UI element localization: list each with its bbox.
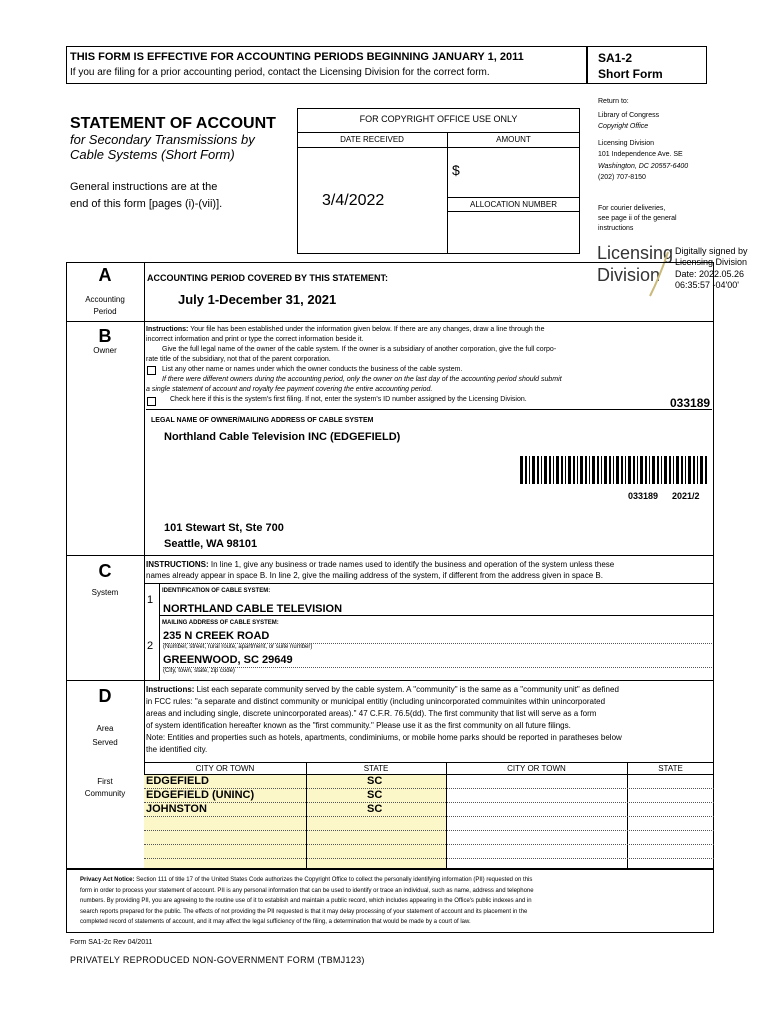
barcode-bar: [537, 456, 539, 484]
mailing-city: GREENWOOD, SC 29649: [163, 654, 293, 666]
effective-notice: THIS FORM IS EFFECTIVE FOR ACCOUNTING PERIODS BEGINNING JANUARY 1, 2011: [70, 51, 524, 63]
sig-line-1: Digitally signed by: [675, 246, 748, 256]
space-b-letter: B: [98, 326, 112, 346]
barcode-bar: [628, 456, 631, 484]
space-c-instr-1: In line 1, give any business or trade names used to identify the business and operation of the system unless these: [208, 560, 615, 569]
barcode-bar: [673, 456, 674, 484]
space-d-label: [66, 722, 144, 751]
space-d-instructions: [146, 684, 712, 756]
return-to-line-1: Library of Congress: [598, 112, 660, 119]
office-use-divider: [297, 132, 580, 133]
space-c-label: System: [91, 588, 119, 597]
private-reproduction-notice: PRIVATELY REPRODUCED NON-GOVERNMENT FORM (TBMJ123): [70, 955, 365, 965]
col-city-header: CITY OR TOWN: [195, 764, 255, 773]
space-c-letter: C: [98, 561, 112, 581]
system-id-number: 033189: [670, 396, 711, 410]
barcode-bar: [525, 456, 527, 484]
barcode-system-id: 033189: [628, 491, 659, 501]
sig-line-4: 06:35:57 -04'00': [675, 279, 739, 290]
privacy-line-5: completed record of statements of account, and it may affect the legal sufficiency of the filing, a determination that would be made by a court of law.: [80, 919, 471, 925]
space-d-note-1: Note: Entities and properties such as hotels, apartments, condiminiums, or mobile home parks should be reported in paratheses below: [146, 733, 622, 742]
amount-label: AMOUNT: [496, 135, 531, 144]
general-instructions-2: end of this form [pages (i)-(vii)].: [70, 198, 223, 210]
barcode-bar: [604, 456, 607, 484]
office-use-divider-2: [297, 147, 580, 148]
statement-subtitle-1: for Secondary Transmissions by: [70, 132, 255, 147]
barcode-bar: [541, 456, 542, 484]
space-c-num-divider: [159, 583, 160, 680]
line-1-number: 1: [147, 594, 154, 606]
space-b-label: Owner: [93, 346, 117, 355]
space-c-bottom: [66, 680, 714, 681]
accounting-period-heading: ACCOUNTING PERIOD COVERED BY THIS STATEMENT:: [147, 273, 389, 283]
prior-period-notice: If you are filing for a prior accounting period, contact the Licensing Division for the correct form.: [70, 67, 490, 78]
space-d-instr-3: areas and including single, discrete unincorporated areas)." 47 C.F.R. 76.5(dd). The first community that list will serve as a form: [146, 709, 597, 718]
barcode-bar: [669, 456, 671, 484]
barcode-bar: [621, 456, 623, 484]
statement-subtitle-2: Cable Systems (Short Form): [70, 147, 235, 162]
space-d-instr-2: in FCC rules: "a separate and distinct community or municipal entitiy (including unincorporated commuinites within unincorporated: [146, 697, 606, 706]
barcode-bar: [601, 456, 602, 484]
privacy-line-3: numbers. By providing PII, you are agreeing to the routine use of it to establish and maintain a public record, which includes appearing in the Office's public indexes and in: [80, 898, 532, 904]
courier-line-1: For courier deliveries,: [598, 205, 666, 212]
space-d-label-2: Served: [92, 738, 118, 748]
row-line-5: [144, 844, 714, 845]
barcode-bar: [700, 456, 703, 484]
owner-change-checkbox[interactable]: [147, 366, 156, 375]
space-d-letter: D: [98, 686, 112, 706]
space-b-instr-3: Give the full legal name of the owner of the cable system. If the owner is a subsidiary of another corporation, give the full corpo-: [162, 346, 557, 353]
barcode-bar: [649, 456, 650, 484]
privacy-notice: [80, 875, 710, 928]
space-a-letter: A: [98, 265, 112, 285]
barcode-bar: [585, 456, 587, 484]
line-2-number: 2: [147, 640, 154, 652]
barcode-bar: [597, 456, 599, 484]
barcode-bar: [657, 456, 659, 484]
space-b-instr-6: If there were different owners during the accounting period, only the owner on the last day of the accounting period should submit: [162, 376, 562, 383]
statement-title: STATEMENT OF ACCOUNT: [70, 115, 276, 132]
barcode-bar: [705, 456, 707, 484]
barcode-bar: [640, 456, 643, 484]
privacy-bold: Privacy Act Notice:: [80, 877, 135, 883]
logo-line-2: Division: [597, 265, 661, 285]
barcode-graphic: [520, 456, 708, 484]
table-top: [144, 762, 714, 763]
space-a-label-2: Period: [93, 307, 117, 316]
space-c-instr-2: names already appear in space B. In line 2, give the mailing address of the system, if different from the address given in space B.: [146, 571, 603, 580]
barcode-bar: [549, 456, 551, 484]
first-community-label-1: First: [97, 777, 113, 786]
courier-line-3: instructions: [598, 225, 634, 232]
amount-dollar-sign: $: [452, 162, 460, 178]
allocation-number-label: ALLOCATION NUMBER: [470, 200, 557, 209]
mailing-street: 235 N CREEK ROAD: [163, 630, 270, 642]
barcode-bar: [625, 456, 626, 484]
table-col-3: [627, 762, 628, 868]
barcode-bar: [676, 456, 679, 484]
return-to-line-5: Washington, DC 20557-6400: [598, 163, 689, 170]
row-line-3: [144, 816, 714, 817]
row-line-2: [144, 802, 714, 803]
return-to-label: Return to:: [598, 98, 629, 105]
form-type: Short Form: [598, 67, 663, 81]
space-b-instructions: [146, 325, 712, 405]
space-b-instr-4: rate title of the subsidiary, not that of the parent corporation.: [146, 356, 331, 363]
community-row-1-city: EDGEFIELD: [146, 775, 209, 787]
sig-line-3: Date: 2022.05.26: [675, 268, 745, 279]
barcode-bar: [568, 456, 571, 484]
community-row-3-city: JOHNSTON: [146, 803, 207, 815]
owner-address-2: Seattle, WA 98101: [164, 538, 258, 550]
col-state2-header: STATE: [658, 764, 683, 773]
space-d-instr-4: of system identification hereafter known as the "first community." Please use it as the first community on all future filings.: [146, 721, 571, 730]
barcode-bar: [532, 456, 535, 484]
general-instructions-1: General instructions are at the: [70, 181, 218, 193]
table-header-bottom: [144, 774, 714, 775]
owner-heading: LEGAL NAME OF OWNER/MAILING ADDRESS OF CABLE SYSTEM: [151, 417, 374, 424]
form-revision: Form SA1-2c Rev 04/2011: [70, 939, 153, 946]
barcode-bar: [529, 456, 530, 484]
barcode-bar: [681, 456, 683, 484]
privacy-line-4: search reports prepared for the public. The effects of not providing the PII requested is that it may delay processing of your statement of account and its placement in the: [80, 908, 528, 915]
space-b-instr-8: Check here if this is the system's first filing. If not, enter the system's ID number assigned by the Licensing Division.: [170, 396, 527, 403]
filing-barcode: [520, 456, 708, 489]
barcode-bar: [580, 456, 583, 484]
row-line-4: [144, 830, 714, 831]
row-line-6: [144, 858, 714, 859]
community-row-1-state: SC: [367, 775, 383, 787]
barcode-bar: [616, 456, 619, 484]
space-a-label: [66, 294, 144, 318]
return-to-line-6: (202) 707-8150: [598, 174, 646, 181]
barcode-bar: [633, 456, 635, 484]
barcode-bar: [609, 456, 611, 484]
table-col-1: [306, 762, 307, 868]
privacy-line-2: form in order to process your statement of account. PII is any personal information that can be used to identify or trace an individual, such as name, address and telephone: [80, 887, 534, 894]
sig-line-2: Licensing Division: [675, 257, 748, 268]
date-received-label: DATE RECEIVED: [340, 135, 404, 144]
space-c-instructions: [146, 559, 712, 581]
logo-line-1: Licensing: [597, 243, 674, 263]
return-to-line-3: Licensing Division: [598, 140, 655, 147]
first-filing-checkbox[interactable]: [147, 397, 156, 406]
space-b-instr-1: Your file has been established under the information given below. If there are any changes, draw a line through the: [188, 326, 545, 333]
barcode-bar: [685, 456, 686, 484]
space-d-instr-bold: Instructions:: [146, 685, 195, 694]
form-code: SA1-2: [598, 51, 633, 65]
date-received-value: 3/4/2022: [322, 192, 385, 209]
space-d-note-2: the identified city.: [146, 745, 208, 754]
space-c-instr-bold: INSTRUCTIONS:: [146, 560, 209, 569]
barcode-period: 2021/2: [672, 491, 700, 501]
col-state-header: STATE: [363, 764, 389, 773]
community-row-2-state: SC: [367, 789, 383, 801]
first-community-label: [66, 776, 144, 800]
barcode-bar: [661, 456, 662, 484]
office-use-header: FOR COPYRIGHT OFFICE USE ONLY: [359, 114, 518, 124]
barcode-bar: [613, 456, 614, 484]
barcode-bar: [556, 456, 559, 484]
barcode-bar: [573, 456, 575, 484]
city-hint: (City, town, state, zip code): [163, 668, 235, 674]
barcode-bar: [565, 456, 566, 484]
barcode-bar: [652, 456, 655, 484]
barcode-bar: [577, 456, 578, 484]
mailing-address-label: MAILING ADDRESS OF CABLE SYSTEM:: [162, 620, 279, 626]
system-id-value: NORTHLAND CABLE TELEVISION: [163, 603, 343, 615]
system-id-underline: [146, 409, 712, 410]
space-b-instr-bold: Instructions:: [146, 326, 189, 333]
first-community-label-2: Community: [84, 789, 126, 798]
barcode-bar: [520, 456, 523, 484]
barcode-bar: [553, 456, 554, 484]
space-b-instr-7: a single statement of account and royalty fee payment covering the entire accounting period.: [146, 386, 433, 393]
office-use-box: [297, 108, 580, 254]
allocation-bottom: [447, 211, 580, 212]
community-row-3-state: SC: [367, 803, 383, 815]
space-a-label-1: Accounting: [85, 295, 125, 304]
col-city2-header: CITY OR TOWN: [507, 764, 566, 773]
system-id-line: [159, 615, 714, 616]
office-use-col-divider: [447, 132, 448, 254]
space-a-bottom: [66, 321, 714, 322]
owner-name: Northland Cable Television INC (EDGEFIELD): [164, 431, 401, 443]
barcode-bar: [544, 456, 547, 484]
street-hint: (Number, street, rural route, apartment, or suite number): [163, 644, 313, 650]
barcode-bar: [592, 456, 595, 484]
space-b-bottom: [66, 555, 714, 556]
barcode-bar: [697, 456, 698, 484]
return-to-line-2: Copyright Office: [598, 123, 649, 130]
return-to-line-4: 101 Independence Ave. SE: [598, 151, 683, 158]
space-d-instr-1: List each separate community served by the cable system. A "community" is the same as a "community unit" as defined: [194, 685, 619, 694]
allocation-top: [447, 197, 580, 198]
row-line-1: [144, 788, 714, 789]
space-b-instr-5: List any other name or names under which the owner conducts the business of the cable system.: [162, 366, 463, 373]
barcode-bar: [688, 456, 691, 484]
barcode-bar: [645, 456, 647, 484]
privacy-line-1: Section 111 of title 17 of the United States Code authorizes the Copyright Office to collect the personally identifying information (PII) requested on this: [134, 877, 533, 883]
barcode-bar: [589, 456, 590, 484]
city-underline: [163, 667, 712, 668]
accounting-period-value: July 1-December 31, 2021: [178, 292, 337, 307]
courier-line-2: see page ii of the general: [598, 215, 677, 222]
barcode-bar: [637, 456, 638, 484]
space-b-instr-2: incorrect information and print or type the correct information beside it.: [146, 336, 364, 343]
table-col-2: [446, 762, 447, 868]
barcode-bar: [693, 456, 695, 484]
space-c-instr-bottom: [144, 583, 714, 584]
owner-address-1: 101 Stewart St, Ste 700: [164, 522, 284, 534]
system-id-label: IDENTIFICATION OF CABLE SYSTEM:: [162, 588, 271, 594]
community-row-2-city: EDGEFIELD (UNINC): [146, 789, 255, 801]
barcode-bar: [664, 456, 667, 484]
space-d-label-1: Area: [96, 724, 114, 733]
barcode-bar: [561, 456, 563, 484]
